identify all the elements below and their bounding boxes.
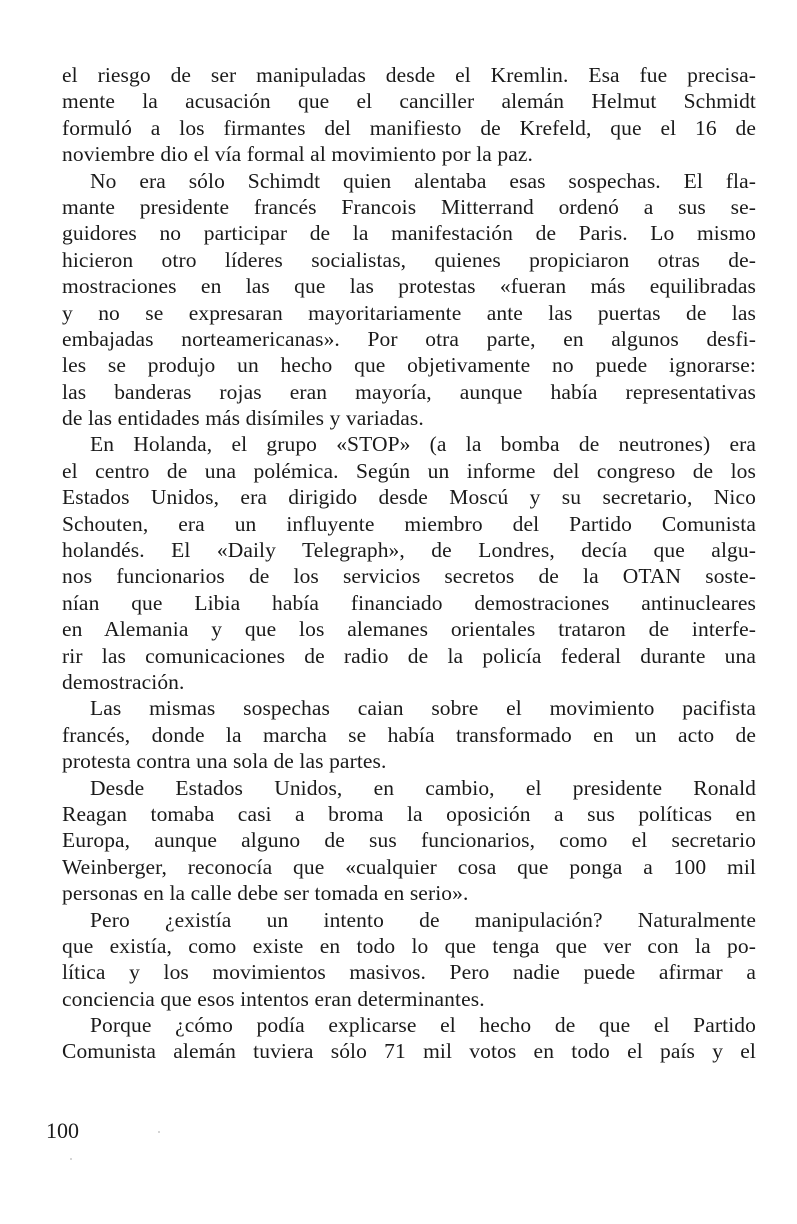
text-line: protesta contra una sola de las partes. bbox=[62, 749, 387, 774]
text-line: en Alemania y que los alemanes orientales trataron de interfe- bbox=[62, 617, 756, 642]
text-line: hicieron otro líderes socialistas, quienes propiciaron otras de- bbox=[62, 247, 756, 272]
text-line: formuló a los firmantes del manifiesto de Krefeld, que el 16 de bbox=[62, 115, 756, 140]
text-line: y no se expresaran mayoritariamente ante las puertas de las bbox=[62, 300, 756, 325]
text-line: de las entidades más disímiles y variadas. bbox=[62, 406, 424, 431]
paragraph bbox=[62, 695, 756, 774]
text-line: Pero ¿existía un intento de manipulación? Naturalmente bbox=[90, 907, 756, 932]
text-line: les se produjo un hecho que objetivamente no puede ignorarse: bbox=[62, 353, 756, 378]
text-line: las banderas rojas eran mayoría, aunque había representativas bbox=[62, 379, 756, 404]
text-line: Europa, aunque alguno de sus funcionarios, como el secretario bbox=[62, 828, 756, 853]
paragraph bbox=[62, 907, 756, 1013]
text-line: holandés. El «Daily Telegraph», de Londres, decía que algu- bbox=[62, 538, 756, 563]
scan-speck bbox=[70, 1158, 72, 1160]
text-line: lítica y los movimientos masivos. Pero nadie puede afirmar a bbox=[62, 960, 756, 985]
page-number: 100 bbox=[46, 1118, 79, 1143]
text-line: mostraciones en las que las protestas «fueran más equilibradas bbox=[62, 274, 756, 299]
paragraph bbox=[62, 775, 756, 907]
text-line: mante presidente francés Francois Mitterrand ordenó a sus se- bbox=[62, 194, 756, 219]
text-line: Reagan tomaba casi a broma la oposición a sus políticas en bbox=[62, 801, 756, 826]
text-line: conciencia que esos intentos eran determinantes. bbox=[62, 986, 485, 1011]
text-line: rir las comunicaciones de radio de la policía federal durante una bbox=[62, 643, 756, 668]
text-line: Weinberger, reconocía que «cualquier cosa que ponga a 100 mil bbox=[62, 854, 756, 879]
text-line: guidores no participar de la manifestación de Paris. Lo mismo bbox=[62, 221, 756, 246]
paragraph bbox=[62, 62, 756, 168]
text-line: noviembre dio el vía formal al movimiento por la paz. bbox=[62, 142, 533, 167]
text-line: Estados Unidos, era dirigido desde Moscú y su secretario, Nico bbox=[62, 485, 756, 510]
page-body bbox=[62, 62, 756, 1065]
text-line: embajadas norteamericanas». Por otra parte, en algunos desfi- bbox=[62, 326, 756, 351]
text-line: personas en la calle debe ser tomada en serio». bbox=[62, 881, 469, 906]
text-line: En Holanda, el grupo «STOP» (a la bomba de neutrones) era bbox=[90, 432, 756, 457]
text-line: el riesgo de ser manipuladas desde el Kremlin. Esa fue precisa- bbox=[62, 63, 756, 87]
text-line: Schouten, era un influyente miembro del Partido Comunista bbox=[62, 511, 756, 536]
text-line: nían que Libia había financiado demostraciones antinucleares bbox=[62, 590, 756, 615]
text-line: el centro de una polémica. Según un informe del congreso de los bbox=[62, 458, 756, 483]
paragraph bbox=[62, 431, 756, 695]
text-line: No era sólo Schimdt quien alentaba esas sospechas. El fla- bbox=[90, 168, 756, 193]
paragraph bbox=[62, 1012, 756, 1065]
text-line: mente la acusación que el canciller alemán Helmut Schmidt bbox=[62, 89, 756, 114]
text-line: Desde Estados Unidos, en cambio, el presidente Ronald bbox=[90, 775, 756, 800]
paragraph bbox=[62, 168, 756, 432]
text-line: Comunista alemán tuviera sólo 71 mil votos en todo el país y el bbox=[62, 1039, 756, 1064]
text-line: nos funcionarios de los servicios secretos de la OTAN soste- bbox=[62, 564, 756, 589]
scan-speck bbox=[158, 1131, 160, 1133]
text-line: francés, donde la marcha se había transformado en un acto de bbox=[62, 722, 756, 747]
text-line: Las mismas sospechas caian sobre el movimiento pacifista bbox=[90, 696, 756, 721]
text-line: que existía, como existe en todo lo que tenga que ver con la po- bbox=[62, 933, 756, 958]
text-line: demostración. bbox=[62, 669, 185, 694]
text-line: Porque ¿cómo podía explicarse el hecho de que el Partido bbox=[90, 1013, 756, 1038]
